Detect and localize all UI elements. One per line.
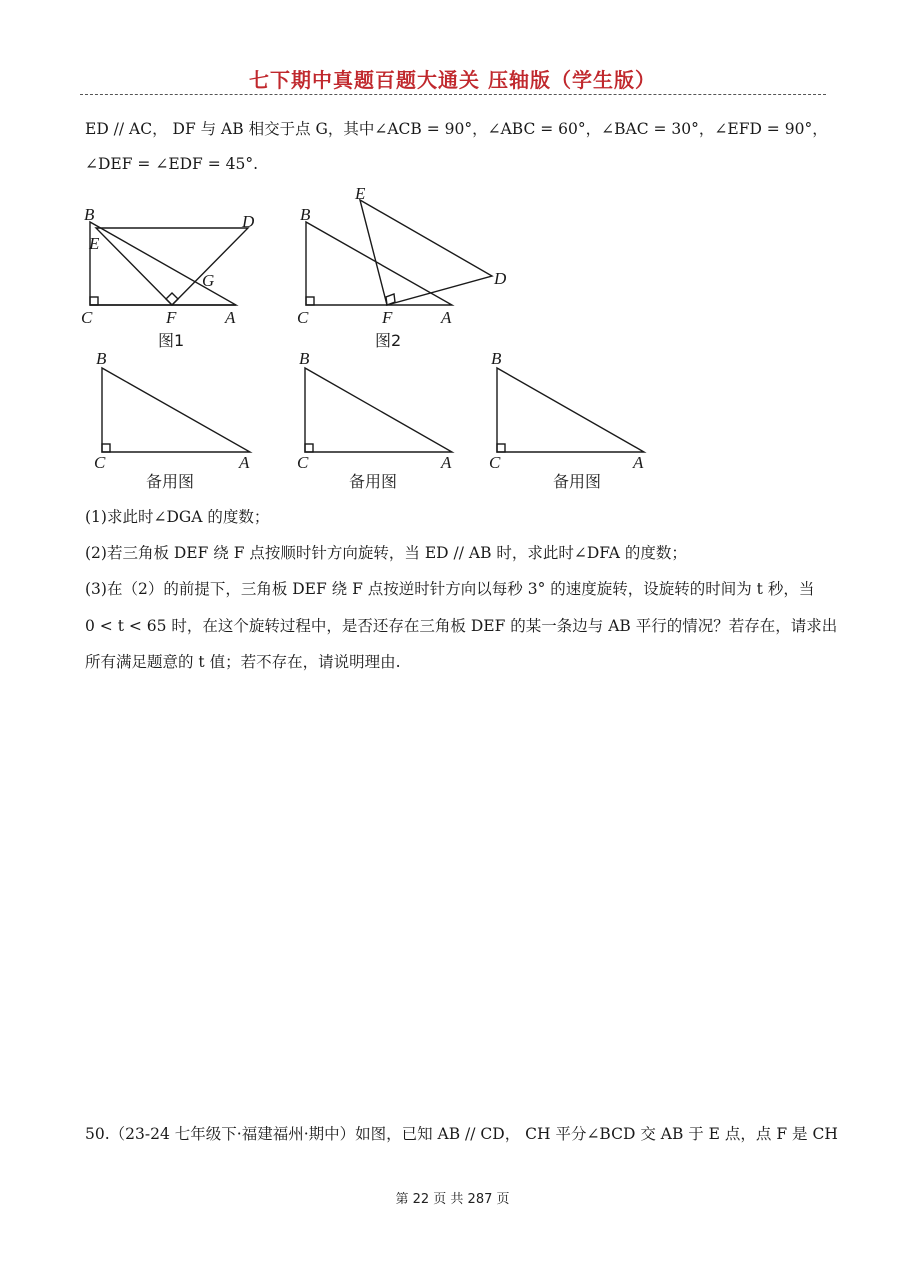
page-footer: 第 22 页 共 287 页 (395, 1192, 510, 1207)
fig1-triangle-abc (90, 222, 236, 305)
page-header-title: 七下期中真题百题大通关 压轴版（学生版） (249, 68, 656, 92)
fig1-right-angle-c (90, 297, 98, 305)
fig2-right-angle-c (306, 297, 314, 305)
spare3-label-b: B (491, 349, 502, 368)
fig2-label-e: E (355, 184, 366, 203)
figure-1 (90, 222, 248, 305)
fig1-label-e: E (89, 234, 100, 253)
spare1-caption: 备用图 (146, 472, 195, 491)
fig1-caption: 图1 (158, 331, 185, 350)
spare2-label-c: C (297, 453, 309, 472)
question-3-line-1: (3)在（2）的前提下，三角板 DEF 绕 F 点按逆时针方向以每秒 3° 的速度旋转，设旋转的时间为 t 秒，当 (85, 580, 815, 598)
fig2-label-b: B (300, 205, 311, 224)
spare2-caption: 备用图 (349, 472, 398, 491)
spare3-label-a: A (633, 453, 644, 472)
fig1-label-f: F (166, 308, 177, 327)
fig2-label-d: D (494, 269, 507, 288)
fig1-label-b: B (84, 205, 95, 224)
question-2: (2)若三角板 DEF 绕 F 点按顺时针方向旋转，当 ED // AB 时，求此时∠DFA 的度数； (85, 544, 687, 562)
spare2-label-a: A (441, 453, 452, 472)
question-1: (1)求此时∠DGA 的度数； (85, 508, 270, 526)
intro-line-2: ∠DEF = ∠EDF = 45°. (85, 155, 259, 173)
fig1-label-d: D (242, 212, 255, 231)
fig2-label-f: F (382, 308, 393, 327)
question-3-line-2: 0 < t < 65 时，在这个旋转过程中，是否还存在三角板 DEF 的某一条边与 AB 平行的情况？若存在，请求出 (85, 617, 838, 635)
next-problem-50: 50.（23-24 七年级下·福建福州·期中）如图，已知 AB // CD， CH 平分∠BCD 交 AB 于 E 点，点 F 是 CH (85, 1125, 838, 1143)
spare3-caption: 备用图 (553, 472, 602, 491)
fig1-right-angle-f (166, 293, 178, 305)
fig1-label-g: G (202, 271, 215, 290)
spare1-label-a: A (239, 453, 250, 472)
fig2-caption: 图2 (375, 331, 402, 350)
spare1-label-c: C (94, 453, 106, 472)
spare3-label-c: C (489, 453, 501, 472)
fig2-label-c: C (297, 308, 309, 327)
spare2-label-b: B (299, 349, 310, 368)
spare-figure-2 (305, 368, 452, 452)
spare-figure-1 (102, 368, 250, 452)
fig2-label-a: A (441, 308, 452, 327)
spare-figure-3 (497, 368, 644, 452)
question-3-line-3: 所有满足题意的 t 值；若不存在，请说明理由. (85, 653, 401, 671)
intro-line-1: ED // AC， DF 与 AB 相交于点 G，其中∠ACB = 90°，∠ABC = 60°，∠BAC = 30°，∠EFD = 90°， (85, 120, 828, 138)
fig1-label-a: A (225, 308, 236, 327)
figure-2 (306, 200, 492, 305)
spare1-label-b: B (96, 349, 107, 368)
fig1-label-c: C (81, 308, 93, 327)
fig2-triangle-def (360, 200, 492, 305)
figures-svg (0, 0, 905, 500)
